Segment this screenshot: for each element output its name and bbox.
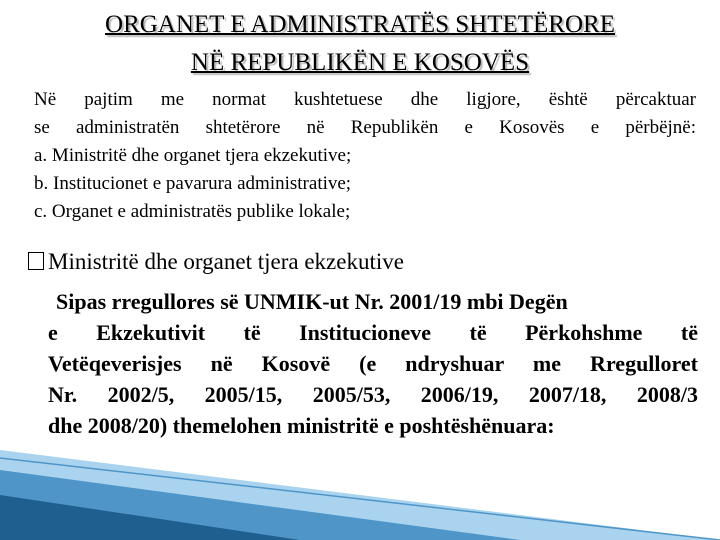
intro-text	[34, 86, 696, 226]
list-item-c: c. Organet e administratës publike lokale;	[34, 201, 351, 222]
intro-line: se administratën shtetërore në Republikën e Kosovës e përbëjnë:	[34, 117, 696, 138]
paragraph-line: Nr. 2002/5, 2005/15, 2005/53, 2006/19, 2007/18, 2008/3	[48, 382, 698, 407]
page-title	[0, 6, 720, 82]
intro-line: Në pajtim me normat kushtetuese dhe ligjore, është përcaktuar	[34, 89, 696, 110]
bullet-box-icon	[28, 252, 44, 270]
paragraph-line: Sipas rregullores së UNMIK-ut Nr. 2001/19 mbi Degën	[56, 289, 568, 314]
title-line-2: NË REPUBLIKËN E KOSOVËS	[190, 49, 530, 76]
list-item-a: a. Ministritë dhe organet tjera ekzekutive;	[34, 145, 352, 166]
title-line-1: ORGANET E ADMINISTRATËS SHTETËRORE	[105, 11, 615, 38]
paragraph-line: e Ekzekutivit të Institucioneve të Përkohshme të	[48, 320, 698, 345]
section-heading-text: Ministritë dhe organet tjera ekzekutive	[48, 249, 404, 274]
paragraph-line: Vetëqeverisjes në Kosovë (e ndryshuar me Rregulloret	[48, 351, 698, 376]
paragraph-line: dhe 2008/20) themelohen ministritë e poshtëshënuara:	[48, 413, 555, 438]
list-item-b: b. Institucionet e pavarura administrative;	[34, 173, 352, 194]
section-heading	[28, 247, 698, 277]
decorative-wave	[0, 440, 720, 540]
body-paragraph	[48, 286, 698, 441]
